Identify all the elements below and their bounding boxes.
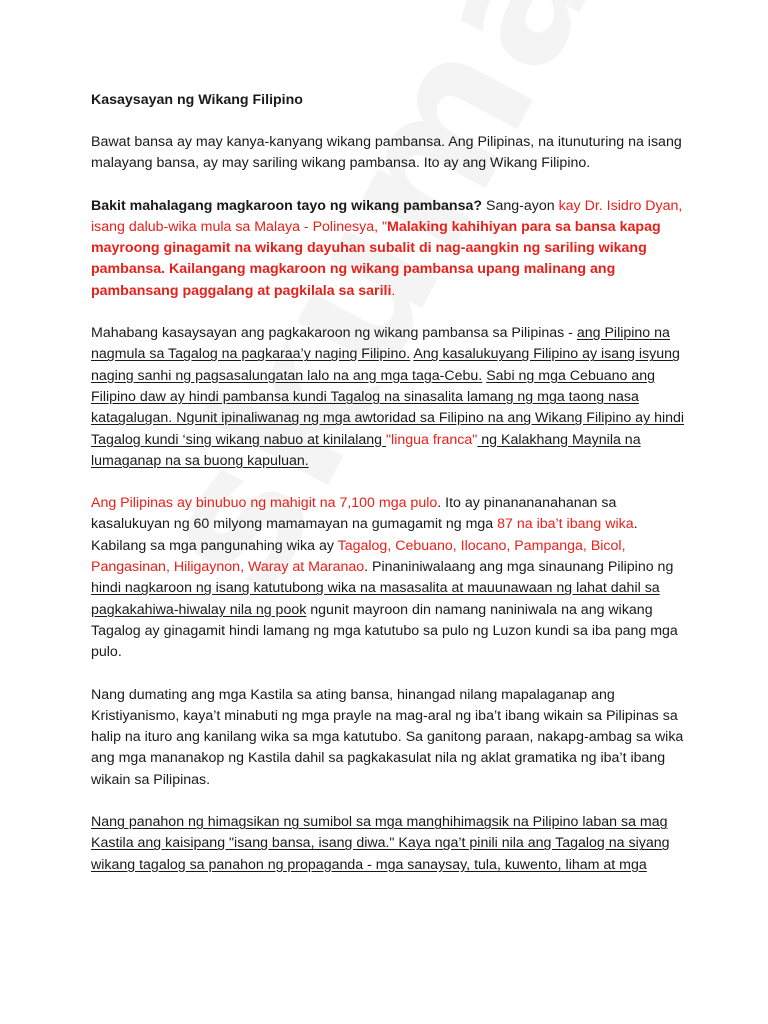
underlined-text: ang Pilipino na nagmula sa Tagalog na pagkaraa’y naging Filipino.	[91, 325, 670, 363]
red-quote: Malaking kahihiyan para sa bansa kapag mayroong ginagamit na wikang dayuhan subalit di nag-aangkin ng sariling wikang pambansa. Kailangang magkaroon ng wikang pambansa upang malinang ang pambansang paggalang at pagkilala sa sarili	[91, 218, 661, 299]
text-span: . Ito ay pinanananahanan sa kasalukuyan ng 60 milyong mamamayan na gumagamit ng mga	[91, 495, 617, 533]
red-lingua-franca: "lingua franca"	[386, 431, 478, 448]
paragraph-islands	[91, 493, 691, 663]
text-span: Mahabang kasaysayan ang pagkakaroon ng wikang pambansa sa Pilipinas -	[91, 325, 577, 342]
red-language-list: Tagalog, Cebuano, Ilocano, Pampanga, Bicol, Pangasinan, Hiligaynon, Waray at Maranao	[91, 537, 626, 576]
red-attribution: kay Dr. Isidro Dyan, isang dalub-wika mula sa Malaya - Polinesya, "	[91, 197, 683, 235]
red-period: .	[391, 282, 396, 299]
text-span: . Kabilang sa mga pangunahing wika ay	[91, 516, 638, 554]
question-text: Bakit mahalagang magkaroon tayo ng wikang pambansa?	[91, 197, 483, 214]
text-span: . Pinaniniwalaang ang mga sinaunang Pilipino ng	[364, 559, 674, 576]
underlined-text: hindi nagkaroon ng isang katutubong wika na masasalita at mauunawaan ng lahat dahil sa pagkakahiwa-hiwalay nila ng pook	[91, 580, 660, 618]
text-span: ngunit mayroon din namang naniniwala na ang wikang Tagalog ay ginagamit hindi lamang ng mga katutubo sa pulo ng Luzon kundi sa iba pang mga pulo.	[91, 601, 678, 661]
paragraph-intro: Bawat bansa ay may kanya-kanyang wikang pambansa. Ang Pilipinas, na itunuturing na isang malayang bansa, ay may sariling wikang pambansa. Ito ay ang Wikang Filipino.	[91, 134, 682, 172]
document-title: Kasaysayan ng Wikang Filipino	[91, 92, 303, 108]
text-span: Sang-ayon	[482, 197, 559, 214]
paragraph-history	[91, 323, 691, 472]
red-islands: Ang Pilipinas ay binubuo ng mahigit na 7,100 mga pulo	[91, 495, 438, 512]
red-languages-count: 87 na iba’t ibang wika	[497, 516, 634, 533]
paragraph-question	[91, 196, 691, 302]
underlined-text: ng Kalakhang Maynila na lumaganap na sa buong kapuluan.	[91, 431, 641, 469]
underlined-text: Ang kasalukuyang Filipino ay isang isyung naging sanhi ng pagsasalungatan lalo na ang mga taga-Cebu.	[91, 346, 680, 384]
underlined-text: Sabi ng mga Cebuano ang Filipino daw ay hindi pambansa kundi Tagalog na sinasalita lamang ng mga taong nasa katagalugan. Ngunit ipinaliwanag ng mga awtoridad sa Filipino na ang Wikang Filipino ay hindi Tagalog kundi ‘sing wikang nabuo at kinilalang	[91, 367, 685, 448]
document-page	[91, 90, 691, 897]
paragraph-revolution: Nang panahon ng himagsikan ng sumibol sa mga manghihimagsik na Pilipino laban sa mag Kastila ang kaisipang "isang bansa, isang diwa." Kaya nga’t pinili nila ang Tagalog na siyang wikang tagalog sa panahon ng propaganda - mga sanaysay, tula, kuwento, liham at mga	[91, 814, 670, 873]
paragraph-spanish: Nang dumating ang mga Kastila sa ating bansa, hinangad nilang mapalaganap ang Kristiyanismo, kaya’t minabuti ng mga prayle na mag-aral ng iba’t ibang wikain sa Pilipinas sa halip na ituro ang kanilang wika sa mga katutubo. Sa ganitong paraan, nakapg-ambag sa wika ang mga mananakop ng Kastila dahil sa pagkakasulat nila ng aklat gramatika ng iba’t ibang wikain sa Pilipinas.	[91, 686, 684, 788]
